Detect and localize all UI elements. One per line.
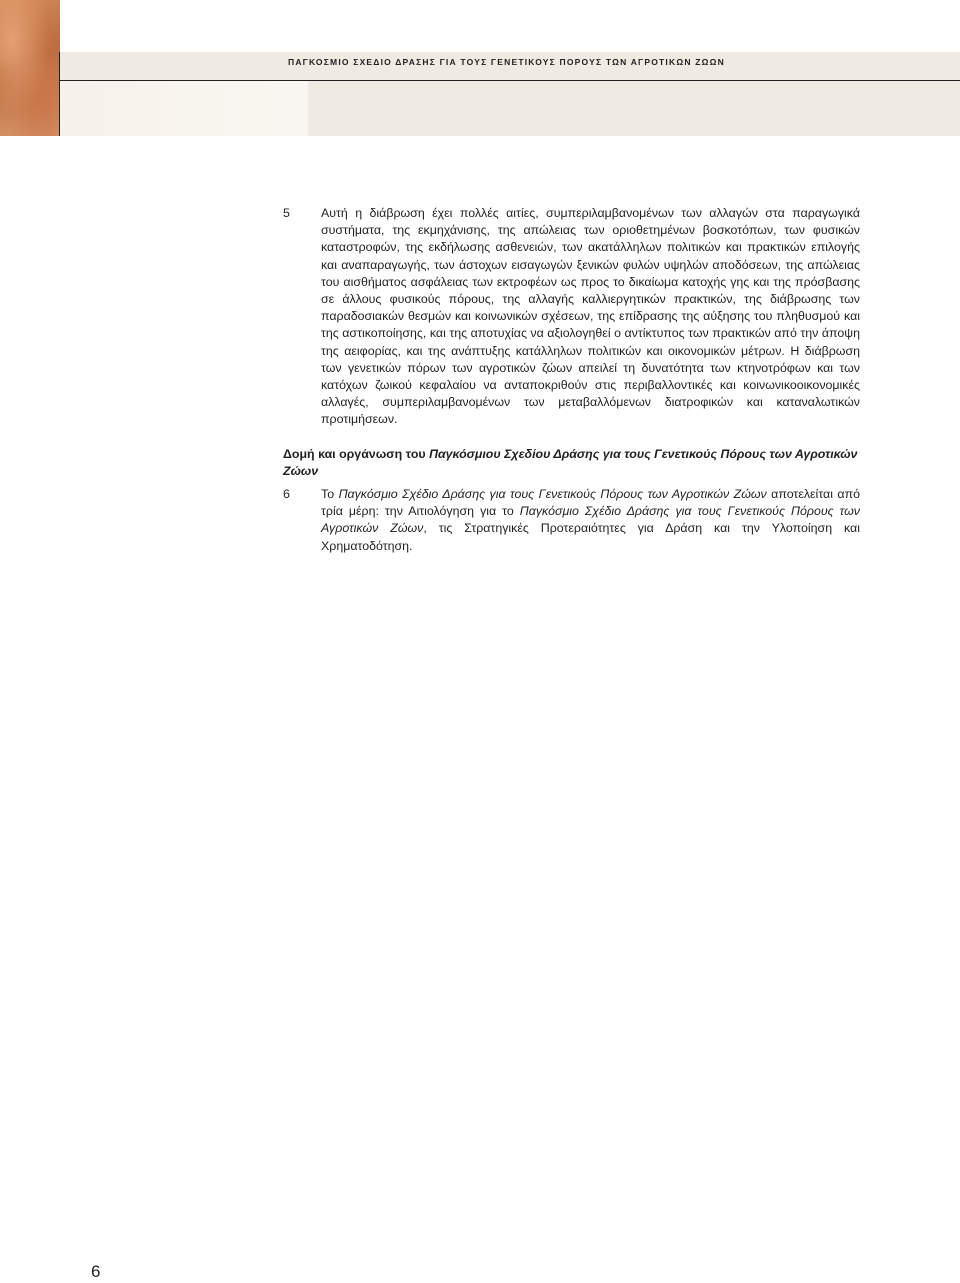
paragraph-text-part: Το (321, 487, 339, 502)
header-rule-horizontal (60, 80, 960, 81)
header-top-panel (60, 0, 960, 52)
paragraph-5 (283, 205, 860, 429)
paragraph-text-part: , τις Στρατηγικές Προτεραιότητες για Δράση και την Υλοποίηση και Χρηματοδότηση. (321, 521, 860, 553)
paragraph-6 (283, 486, 860, 555)
body-content (283, 205, 860, 555)
header-rule-vertical (59, 52, 60, 136)
paragraph-text: Αυτή η διάβρωση έχει πολλές αιτίες, συμπεριλαμβανομένων των αλλαγών στα παραγωγικά συστήματα, της εκμηχάνισης, της απώλειας των οριοθετημένων βοσκοτόπων, των φυσικών καταστροφών, της εκδήλωσης ασθενειών, των ακατάλληλων πολιτικών και πρακτικών επιλογής και αναπαραγωγής, των άστοχων εισαγωγών ξενικών φυλών υψηλών αποδόσεων, της απώλειας του αισθήματος ασφάλειας των εκτροφέων ως προς το δικαίωμα κατοχής γης και της πρόσβασης σε άλλους φυσικούς πόρους, της αλλαγής καλλιεργητικών πρακτικών, της διάβρωσης των παραδοσιακών θεσμών και κοινωνικών σχέσεων, της επίδρασης της αύξησης του πληθυσμού και της αστικοποίησης, και της αποτυχίας να αξιολογηθεί ο αντίκτυπος των πρακτικών από την άποψη της αειφορίας, και της ανάπτυξης κατάλληλων πολιτικών και οικονομικών μέτρων. Η διάβρωση των γενετικών πόρων των αγροτικών ζώων απειλεί τη δυνατότητα των κτηνοτρόφων και των κατόχων ζωικού κεφαλαίου να ανταποκριθούν στις περιβαλλοντικές και κοινωνικοοικονομικές αλλαγές, συμπεριλαμβανομένων των μεταβαλλόμενων διατροφικών και καταναλωτικών προτιμήσεων. (321, 206, 860, 427)
paragraph-number: 6 (283, 487, 290, 502)
running-head: ΠΑΓΚΟΣΜΙΟ ΣΧΕΔΙΟ ΔΡΑΣΗΣ ΓΙΑ ΤΟΥΣ ΓΕΝΕΤΙΚΟΥΣ ΠΟΡΟΥΣ ΤΩΝ ΑΓΡΟΤΙΚΩΝ ΖΩΩΝ (288, 57, 725, 67)
page-number: 6 (91, 1262, 101, 1281)
plan-title-italic: Παγκόσμιο Σχέδιο Δράσης για τους Γενετικούς Πόρους των Αγροτικών Ζώων (338, 487, 767, 502)
section-heading (283, 446, 860, 480)
paragraph-number: 5 (283, 206, 290, 220)
header-photo-fade (60, 80, 308, 136)
plan-title-italic: Παγκόσμιο Σχέδιο Δράσης για τους Γενετικούς Πόρους των Αγροτικών Ζώων (321, 504, 860, 536)
section-heading-title: Παγκόσμιου Σχεδίου Δράσης για τους Γενετικούς Πόρους των Αγροτικών Ζώων (283, 446, 858, 478)
header-photo-decoration (0, 0, 60, 136)
paragraph-text (321, 486, 860, 555)
section-heading-prefix: Δομή και οργάνωση του (283, 446, 430, 461)
paragraph-text-part: αποτελείται από τρία μέρη: την Αιτιολόγηση για το (321, 487, 861, 519)
